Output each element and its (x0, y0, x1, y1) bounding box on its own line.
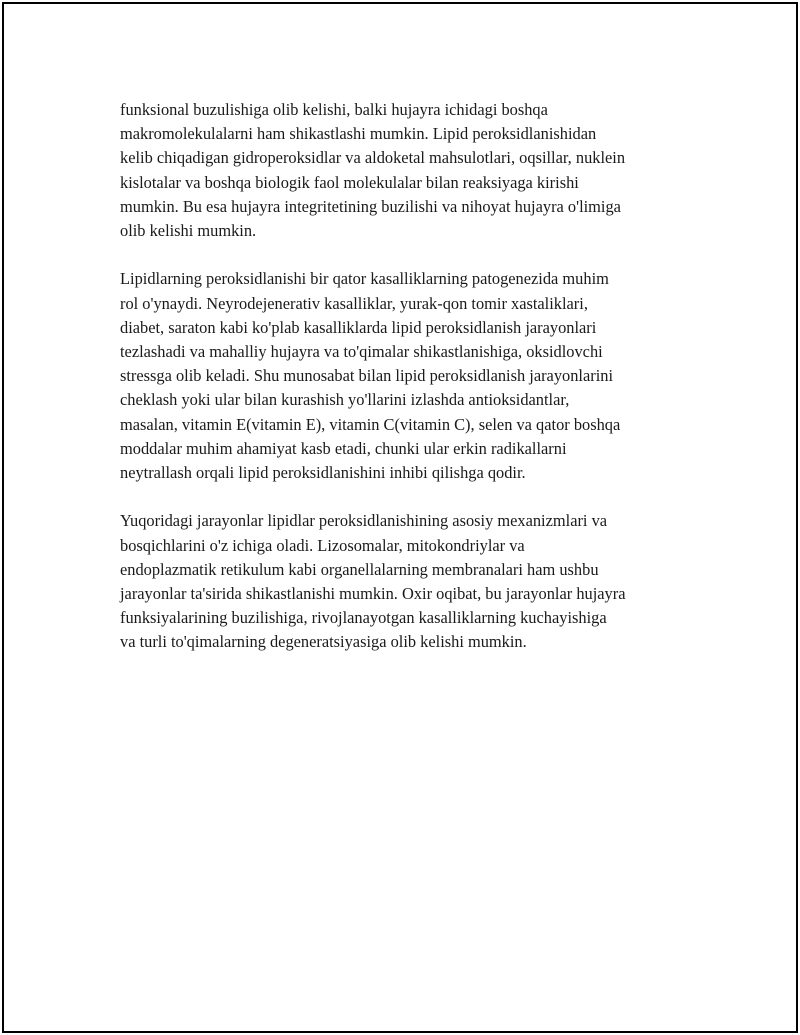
text-line: va turli to'qimalarning degeneratsiyasiga olib kelishi mumkin. (120, 632, 527, 652)
paragraph-3 (120, 509, 700, 654)
text-line: tezlashadi va mahalliy hujayra va to'qimalar shikastlanishiga, oksidlovchi (120, 342, 603, 362)
document-page (2, 2, 798, 1033)
text-line: moddalar muhim ahamiyat kasb etadi, chunki ular erkin radikallarni (120, 438, 567, 458)
text-line: cheklash yoki ular bilan kurashish yo'llarini izlashda antioksidantlar, (120, 390, 570, 410)
text-line: mumkin. Bu esa hujayra integritetining buzilishi va nihoyat hujayra o'limiga (120, 196, 621, 216)
text-line: olib kelishi mumkin. (120, 221, 257, 241)
text-line: bosqichlarini o'z ichiga oladi. Lizosomalar, mitokondriylar va (120, 535, 525, 555)
text-line: diabet, saraton kabi ko'plab kasalliklarda lipid peroksidlanish jarayonlari (120, 317, 597, 337)
text-line: rol o'ynaydi. Neyrodejenerativ kasalliklar, yurak-qon tomir xastaliklari, (120, 293, 588, 313)
text-line: neytrallash orqali lipid peroksidlanishini inhibi qilishga qodir. (120, 463, 526, 483)
text-line: endoplazmatik retikulum kabi organellalarning membranalari ham ushbu (120, 559, 599, 579)
text-line: funksiyalarining buzilishiga, rivojlanayotgan kasalliklarning kuchayishiga (120, 608, 607, 628)
text-line: kislotalar va boshqa biologik faol molekulalar bilan reaksiyaga kirishi (120, 172, 579, 192)
text-line: masalan, vitamin E(vitamin E), vitamin C(vitamin C), selen va qator boshqa (120, 414, 621, 434)
text-line: funksional buzulishiga olib kelishi, balki hujayra ichidagi boshqa (120, 100, 548, 119)
paragraph-2 (120, 267, 700, 485)
text-line: Lipidlarning peroksidlanishi bir qator kasalliklarning patogenezida muhim (120, 269, 609, 289)
text-line: kelib chiqadigan gidroperoksidlar va aldoketal mahsulotlari, oqsillar, nuklein (120, 148, 626, 168)
text-line: Yuqoridagi jarayonlar lipidlar peroksidlanishining asosiy mexanizmlari va (120, 511, 608, 531)
text-line: makromolekulalarni ham shikastlashi mumkin. Lipid peroksidlanishidan (120, 124, 597, 144)
text-line: stressga olib keladi. Shu munosabat bilan lipid peroksidlanish jarayonlarini (120, 366, 613, 386)
document-body (120, 98, 700, 679)
text-line: jarayonlar ta'sirida shikastlanishi mumkin. Oxir oqibat, bu jarayonlar hujayra (120, 584, 626, 604)
paragraph-1 (120, 98, 700, 243)
